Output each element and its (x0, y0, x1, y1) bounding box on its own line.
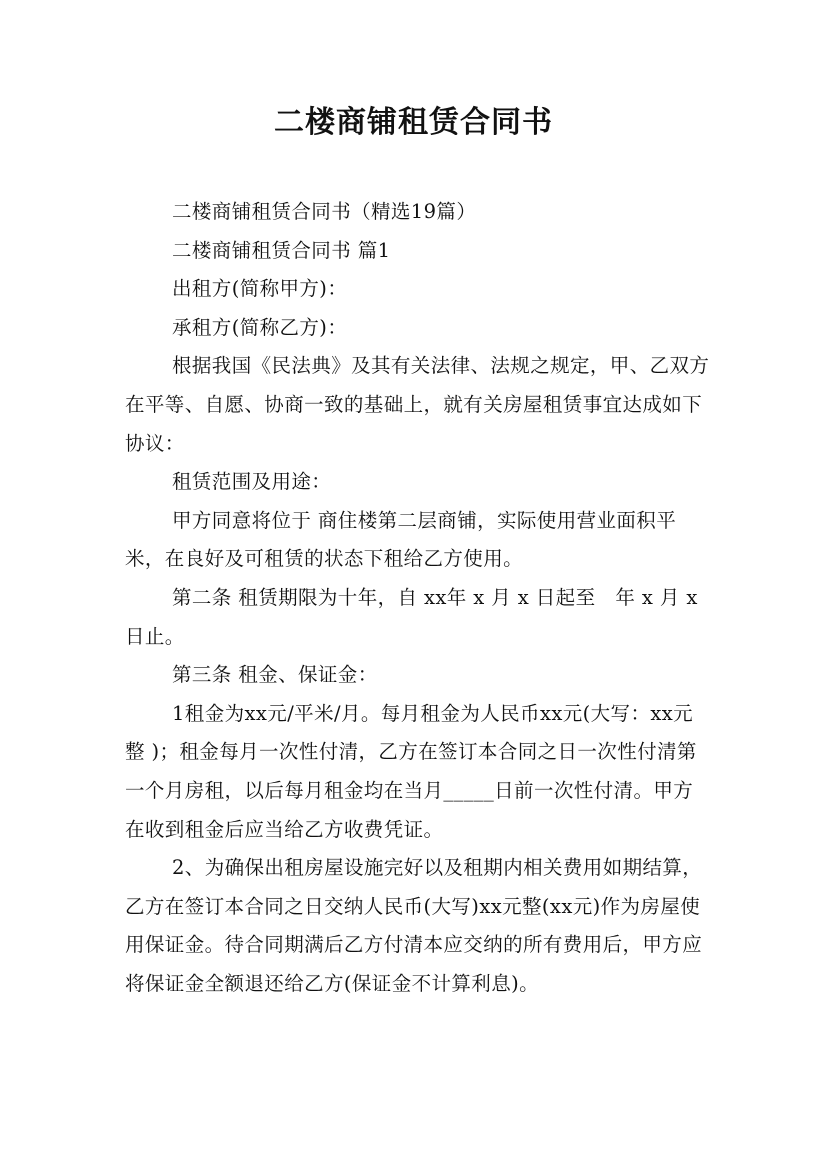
paragraph-rent-heading: 第三条 租金、保证金： (172, 663, 378, 687)
paragraph-scope: 甲方同意将位于 商住楼第二层商铺，实际使用营业面积平米，在良好及可租赁的状态下租给乙方使用。 (125, 508, 677, 571)
document-body (125, 193, 710, 1003)
paragraph-section-heading: 二楼商铺租赁合同书 篇1 (172, 238, 391, 262)
paragraph-lessor: 出租方(简称甲方)： (172, 277, 348, 301)
paragraph-scope-heading: 租赁范围及用途： (172, 470, 332, 494)
paragraph-deposit: 2、为确保出租房屋设施完好以及租期内相关费用如期结算，乙方在签订本合同之日交纳人民币(大写)xx元整(xx元)作为房屋使用保证金。待合同期满后乙方付清本应交纳的所有费用后，甲方应将保证金全额退还给乙方(保证金不计算利息)。 (125, 856, 703, 995)
paragraph-subtitle: 二楼商铺租赁合同书（精选19篇） (172, 200, 477, 223)
paragraph-lessee: 承租方(简称乙方)： (172, 315, 348, 339)
paragraph-rent: 1租金为xx元/平米/月。每月租金为人民币xx元(大写：xx元整 )；租金每月一次性付清，乙方在签订本合同之日一次性付清第一个月房租，以后每月租金均在当月_____日前一次性付清。甲方在收到租金后应当给乙方收费凭证。 (125, 701, 697, 841)
paragraph-preamble: 根据我国《民法典》及其有关法律、法规之规定，甲、乙双方在平等、自愿、协商一致的基础上，就有关房屋租赁事宜达成如下协议： (125, 354, 710, 455)
document-title: 二楼商铺租赁合同书 (274, 105, 553, 140)
paragraph-term: 第二条 租赁期限为十年，自 xx年 x 月 x 日起至 年 x 月 x 日止。 (125, 585, 698, 648)
